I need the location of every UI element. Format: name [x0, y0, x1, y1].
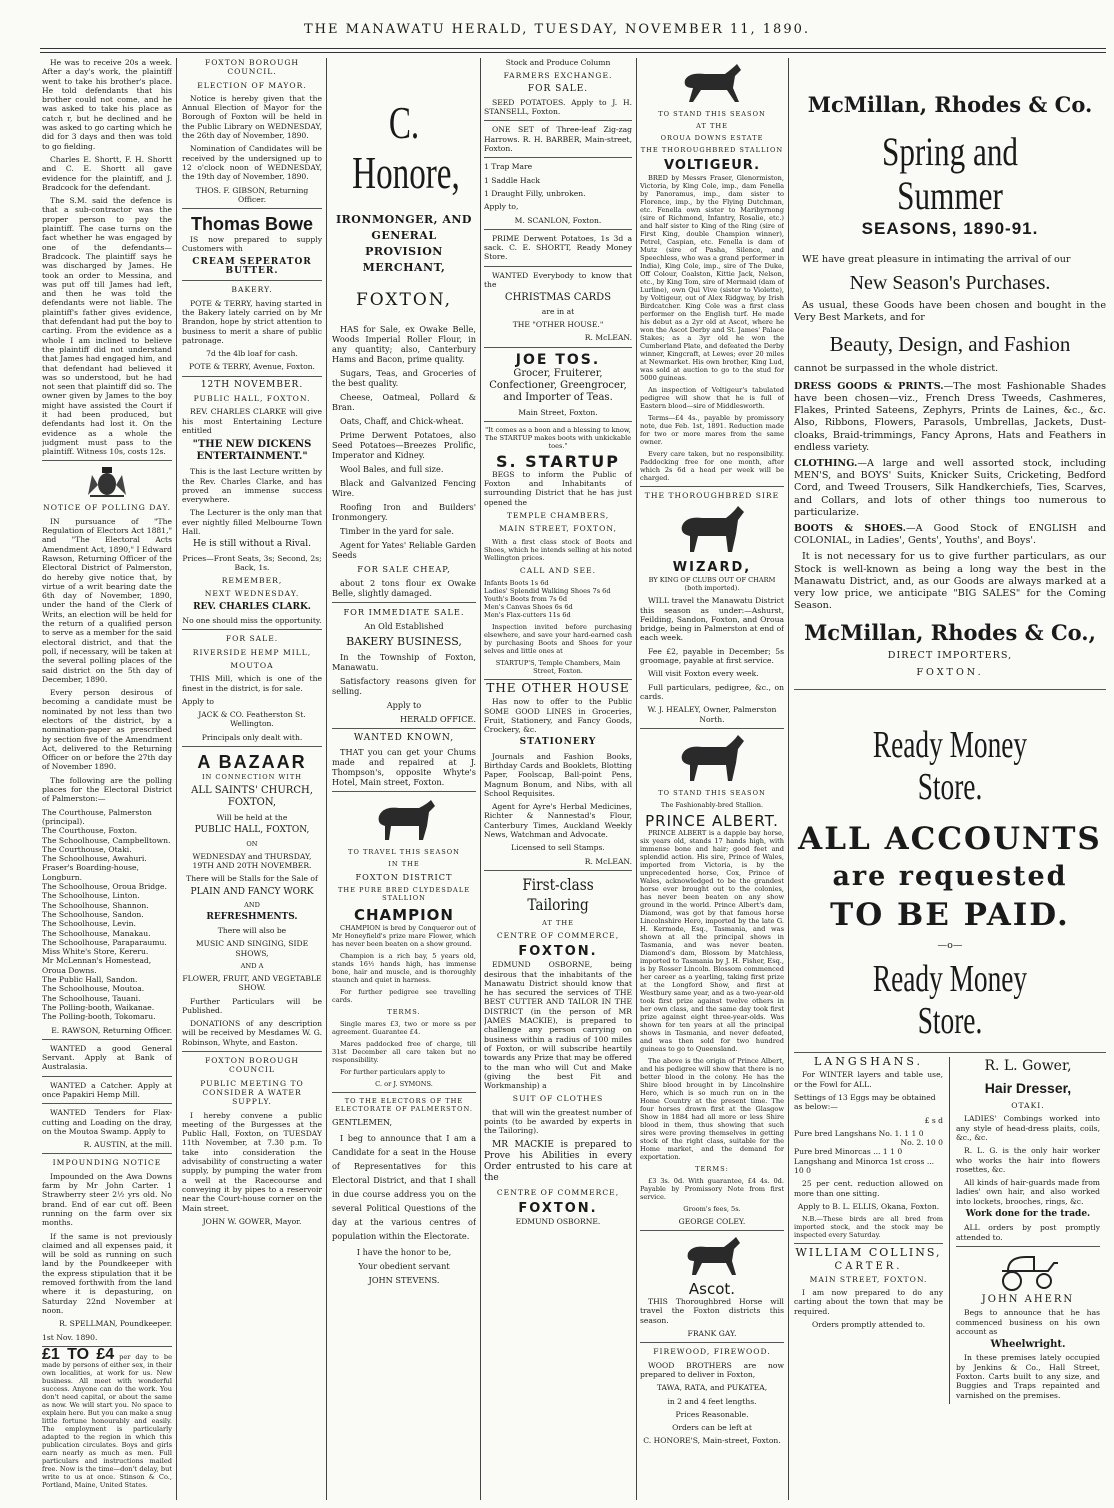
list-item: The Schoolhouse, Awahuri. [42, 854, 147, 864]
startup-temple: TEMPLE CHAMBERS, [506, 511, 610, 521]
tailoring-at: AT THE [542, 918, 574, 927]
firewood-types: TAWA, RATA, and PUKATEA, [656, 1383, 768, 1393]
draught-horse-icon [672, 733, 752, 785]
lecture-body-2: This is the last Lecture written by the Rev. Charles Clarke, and has proved an immense success everywhere. [182, 467, 322, 505]
list-item: Infants Boots 1s 6d [484, 578, 549, 587]
gower-place: OTAKI. [1011, 1101, 1045, 1111]
champion-terms-title: TERMS. [387, 1008, 421, 1016]
tailoring-centre-2: CENTRE OF COMMERCE, [496, 1187, 620, 1197]
intro-text: WE have great pleasure in intimating the arrival of our [802, 254, 1071, 265]
impounding-body: Impounded on the Awa Downs farm by Mr John Carter. 1 Strawberry steer 2½ yrs old. No brand. End of ear cut off. Been running on the farm over six months. [42, 1171, 172, 1228]
wanted-catcher-ad: WANTED a Catcher. Apply at once Papakiri Hemp Mill. [42, 1080, 172, 1099]
boots-shoes-title: BOOTS & SHOES. [794, 523, 906, 535]
other-house-body: Has now to offer to the Public SOME GOOD LINES in Groceries, Fruit, Stationery, and Fancy Goods, Crockery, &c. [484, 697, 632, 735]
hemp-mill-title: RIVERSIDE HEMP MILL, [192, 647, 312, 657]
startup-body-3: Inspection invited before purchasing elsewhere, and save your hard-earned cash by purchasing Boots and Shoes for your selves and little ones at [484, 622, 632, 655]
bakery-price: 7d the 4lb loaf for cash. [206, 349, 298, 359]
column-divider [176, 58, 177, 1500]
startup-call: CALL AND SEE. [519, 565, 597, 575]
gower-orders: ALL orders by post promptly attended to. [956, 1223, 1100, 1242]
mcmillan-title-2: McMillan, Rhodes & Co., [804, 620, 1096, 646]
list-item: Men's Flax-cutters 11s 6d [484, 610, 571, 619]
money-ad-text: per day to be made by persons of either sex, in their own localities, at work for us. New business. All meet with wonderful success. Anyone can do the work. You don't need capital, or about the same as now. We will start you. No space to explain here. But you can make a snug little fortune honourably and easily. The employment is particularly adapted to the region in which this publication circulates. Boys and girls earn nearly as much as men. Full particulars and instructions mailed free. Now is the time—don't delay, but write to us at once. Stinson & Co., Portland, Maine, United States. [42, 1352, 172, 1489]
bowe-body: IS now prepared to supply Customers with [182, 235, 322, 254]
honore-item: Wool Bales, and full size. [340, 464, 444, 474]
electors-body: I beg to announce that I am a Candidate for a seat in the House of Representatives for this Electoral District, and that I shall in due course address you on the several Political Questions of the day at the various centres of population within the Electorate. [332, 1133, 476, 1241]
startup-price-list [484, 579, 632, 619]
hemp-mill-body: THIS Mill, which is one of the finest in the district, is for sale. [182, 674, 322, 693]
list-item: The Schoolhouse, Sandon. [42, 909, 144, 919]
column-2 [182, 58, 322, 1500]
champion-body-2: Champion is a rich bay, 5 years old, stands 16½ hands high, has immense bone, hair and muscle, and is thoroughly staunch and quiet in harness. [332, 952, 476, 984]
draught-filly-ad: 1 Draught Filly, unbroken. [484, 188, 586, 198]
immediate-body: In the Township of Foxton, Manawatu. [332, 652, 476, 672]
bazaar-stalls: There will be Stalls for the Sale of [186, 874, 318, 884]
stock-text: It is not necessary for us to give further particulars, as our Stock is well-known as being a long way the best in the Manawatu District, and, as our Goods are always marked at a very low price, we anticipate "BIG SALES" for the Coming Season. [794, 551, 1106, 612]
clothing-body: —A large and well assorted stock, including MEN'S, and BOYS' Suits, Knicker Suits, Cricketing, Bedford Cord, and Tweed Trousers, Silk Handkerchiefs, Ties, Scarves, and Collars, and lots of other things too numerous to particularize. [794, 458, 1106, 518]
stock-column-header: Stock and Produce Column [505, 58, 611, 67]
mcmillan-title: McMillan, Rhodes & Co. [807, 92, 1093, 117]
langshans-price-header: £ s d [924, 1115, 943, 1125]
gower-body: LADIES' Combings worked into any style of head-dress plaits, coils, &c., &c. [956, 1114, 1100, 1142]
bazaar-donations: DONATIONS of any description will be received by Mesdames W. G. Robinson, Whyte, and Easton. [182, 1019, 322, 1047]
list-item: Youth's Boots from 7s 6d [484, 594, 568, 603]
immediate-business: BAKERY BUSINESS, [346, 635, 462, 648]
column-3 [332, 58, 476, 1500]
bazaar-and: AND [244, 900, 260, 909]
electors-close: I have the honor to be, [356, 1247, 452, 1257]
cheap-title: FOR SALE CHEAP, [357, 564, 451, 574]
firewood-title: FIREWOOD, FIREWOOD. [653, 1347, 771, 1357]
wizard-signature: W. J. HEALEY, Owner, Palmerston North. [647, 705, 777, 724]
champion-signature: C. or J. SYMONS. [375, 1080, 433, 1088]
startup-body: BEGS to inform the Public of Foxton and Inhabitants of surrounding District that he has just opened the [484, 469, 632, 507]
list-item: Langshang and Minorca 1st cross ... 10 0 [794, 1156, 935, 1176]
list-item: The Courthouse, Otaki. [42, 844, 132, 854]
bazaar-flower: FLOWER, FRUIT, AND VEGETABLE SHOW. [182, 974, 322, 993]
electors-servant: Your obedient servant [358, 1261, 450, 1271]
albert-terms-title: TERMS: [695, 1164, 729, 1173]
list-item: The Schoolhouse, Shannon. [42, 900, 149, 910]
lecture-rev-name: REV. CHARLES CLARK. [193, 601, 311, 612]
wizard-fee: Fee £2, payable in December; 5s groomage, payable at first service. [640, 646, 784, 666]
council-body: Notice is hereby given that the Annual Election of Mayor for the Borough of Foxton will be held in the Public Library on WEDNESDAY, the 26th day of November, 1890. [182, 93, 322, 141]
ascot-signature: FRANK GAY. [687, 1329, 737, 1339]
masthead-rule [40, 48, 1106, 49]
polling-notice-title: NOTICE OF POLLING DAY. [43, 503, 171, 513]
wizard-visit: Will visit Foxton every week. [648, 669, 759, 679]
usual-text: As usual, these Goods have been chosen and bought in the Very Best Markets, and for [794, 300, 1106, 324]
spring-summer-title: Spring and Summer [881, 129, 1019, 218]
column-divider [326, 58, 327, 1500]
firewood-signature: C. HONORE'S, Main-street, Foxton. [643, 1436, 781, 1446]
langshans-body: For WINTER layers and table use, or the Fowl for ALL. [794, 1070, 943, 1089]
list-item: The Schoolhouse, Moutoa. [42, 984, 145, 994]
list-item: The Schoolhouse, Linton. [42, 891, 140, 901]
immediate-title: FOR IMMEDIATE SALE. [343, 607, 465, 617]
all-accounts-title: ALL ACCOUNTS [798, 820, 1102, 857]
buggy-carriage-icon [988, 1251, 1068, 1291]
stationery-agent: Agent for Ayre's Herbal Medicines, Richter & Nannestad's Flour, Canterbury Times, Auckland Weekly News, Watchman and Advocate. [484, 802, 632, 840]
ascot-title: Ascot. [688, 1280, 736, 1299]
wizard-subtitle: THE THOROUGHBRED SIRE [644, 491, 780, 500]
list-item: The Polling-booth, Tokomaru. [42, 1012, 156, 1022]
ready-money-store-title-2: Ready Money Store. [872, 958, 1028, 1043]
royal-coat-of-arms-icon [84, 465, 130, 499]
gower-title: R. L. Gower, [984, 1058, 1072, 1075]
hemp-mill-signature: JACK & CO. Featherston St. Wellington. [198, 710, 306, 729]
electors-title: TO THE ELECTORS OF THE ELECTORATE OF PALMERSTON. [335, 1097, 473, 1113]
startup-body-2: With a first class stock of Boots and Shoes, which he intends selling at his noted Wellington prices. [484, 537, 632, 562]
horse-ad-signature: M. SCANLON, Foxton. [514, 215, 602, 225]
collins-trade: CARTER. [834, 1260, 903, 1272]
meeting-subtitle: PUBLIC MEETING TO CONSIDER A WATER SUPPLY. [200, 1078, 304, 1107]
immediate-signature: HERALD OFFICE. [400, 714, 476, 724]
column-divider [636, 58, 637, 1500]
stallion-icon [672, 504, 752, 556]
seasons-title: SEASONS, 1890-91. [861, 219, 1039, 238]
gower-body-3: All kinds of hair-guards made from ladies' own hair, and also worked into lockets, brooches, rings, &c. [956, 1178, 1100, 1206]
bazaar-connection: IN CONNECTION WITH [201, 773, 303, 782]
bazaar-held: Will be held at the [216, 813, 288, 823]
hemp-mill-place: MOUTOA [230, 660, 274, 670]
column-divider [480, 58, 481, 1500]
council-body-2: Nomination of Candidates will be received by the undersigned up to 12 o'clock noon of WEDNESDAY, the 19th day of November, 1890. [182, 144, 322, 182]
harrows-ad: ONE SET of Three-leaf Zig-zag Harrows. R. H. BARBER, Main-street, Foxton. [484, 125, 632, 154]
council-signature: THOS. F. GIBSON, Returning Officer. [195, 185, 309, 204]
albert-groom: Groom's fees, 5s. [683, 1204, 741, 1213]
lecture-body-3: The Lecturer is the only man that ever nightly filled Melbourne Town Hall. [182, 508, 322, 536]
tailoring-body: EDMUND OSBORNE, being desirous that the inhabitants of the Manawatu District should know that he has secured the services of THE BEST CUTTER AND TAILOR IN THE DISTRICT (in the person of MR JAMES MACKIE), is prepared to challenge any person carrying on business within a radius of 100 miles of Foxton, or will subscribe heartily towards any Prize that may be offered to the man who will Cut and Make (giving the best Fit and Workmanship) a [484, 960, 632, 1091]
saddle-hack-ad: 1 Saddle Hack [484, 175, 541, 185]
dress-goods-body: —The most Fashionable Shades have been chosen—viz., French Dress Tweeds, Cashmeres, Flakes, Printed Sateens, Zephyrs, Prints de Laines, &c., &c. Also, Ribbons, Flowers, Parasols, Umbrellas, Jackets, Dust-cloaks, Braid-trimmings, Fancy Aprons, Hats and Feathers in endless variety. [794, 380, 1106, 453]
wanted-known-body: THAT you can get your Chums made and repaired at J. Thompson's, opposite Whyte's Hotel, Main street, Foxton. [332, 747, 476, 787]
tailoring-centre: CENTRE OF COMMERCE, [496, 930, 620, 940]
direct-importers: DIRECT IMPORTERS, [887, 650, 1013, 662]
collins-body: I am now prepared to do any carting about the town that may be required. [794, 1288, 943, 1316]
albert-breed: The Fashionably-bred Stallion. [660, 800, 764, 809]
column-6: McMillan, Rhodes & Co. Spring and Summer SEASONS, 1890-91. WE have great pleasure in intimating the arrival of our New Season's Purchases. As usual, these Goods have been chosen and bought in the Very Best Markets, and for Beauty, Design, and Fashion cannot be surpassed in the whole district. DRESS GOODS & PRINTS.—The most Fashionable Shades have been chosen—viz., French Dress Tweeds, Cashmeres, Flakes, Printed Sateens, Zephyrs, Prints de Laines, &c., &c. Also, Ribbons, Flowers, Parasols, Umbrellas, Jackets, Dust-cloaks, Braid-trimmings, Fancy Aprons, Hats and Feathers in endless variety. CLOTHING.—A large and well assorted stock, including MEN'S, and BOYS' Suits, Knicker Suits, Cricketing, Bedford Cord, and Tweed Trousers, Silk Handkerchiefs, Ties, Scarves, and Collars, and lots of other things too numerous to particularize. BOOTS & SHOES.—A Good Stock of ENGLISH and COLONIAL, in Ladies', Gents', Youths', and Boys'. It is not necessary for us to give further particulars, as our Stock is well-known as being a long way the best in the Manawatu District, and, as our Goods are always marked at a very low price, we anticipate "BIG SALES" for the Coming Season. McMillan, Rhodes & Co., DIRECT IMPORTERS, FOXTON. Ready Money Store. ALL ACCOUNTS are requested TO BE PAID. —o— Ready Money Store. LANGSHANS. For WINTER layers and table use, or the Fowl for ALL. Settings of 13 Eggs may be obtained as below:— £ s d Pure bred Langshans No. 1. 1 1 0 No. 2. 10 0 Pure bred Minorcas ... 1 1 0 Langshang and Minorca 1st cross ... 10 0 25 per cent. reduction allowed on more than one sitting. Apply to B. L. ELLIS, Okana, Foxton. N.B.—These birds are all bred from imported stock, and the stock may be inspected every Saturday. WILLIAM COLLINS, CARTER. MAIN STREET, FOXTON. I am now prepared to do any carting about the town that may be required. Orders promptly attended to. R. L. Gower, Hair Dresser, OTAKI. LADIES' Combings worked into any style of head-dress plaits, coils, &c., &c. R. L. G. is the only hair worker who works the hair into flowers rosettes, &c. All kinds of hair-guards made from ladies' own hair, and also worked into lockets, brooches, rings, &c. Work done for the trade. ALL orders by post promptly attended to. JOHN AHERN Begs to announce that he has commenced business on his own account as Wheelwright. In these premises lately occupied by Jenkins & Co., Hall Street, Foxton. Carts built to any size, and Buggies and Traps repainted and varnished on the premises. [794, 58, 1106, 1500]
horse-ad-apply: Apply to, [484, 202, 519, 212]
champion-title: CHAMPION [354, 906, 454, 924]
voltigeur-terms: Terms—£4 4s., payable by promissory note, due Feb. 1st, 1891. Reduction made for two or more mares from the same owner. [640, 414, 784, 446]
hemp-mill-note: Principals only dealt with. [201, 732, 303, 742]
list-item: No. 2. 10 0 [900, 1138, 943, 1148]
electors-signature: JOHN STEVENS. [368, 1275, 440, 1285]
voltigeur-place: OROUA DOWNS ESTATE [660, 134, 764, 142]
firewood-body: WOOD BROTHERS are now prepared to deliver in Foxton, [640, 1360, 784, 1379]
gower-body-2: R. L. G. is the only hair worker who works the hair into flowers rosettes, &c. [956, 1146, 1100, 1174]
bazaar-further: Further Particulars will be Published. [182, 996, 322, 1015]
to-be-paid-title: TO BE PAID. [830, 896, 1070, 933]
collins-street: MAIN STREET, FOXTON. [809, 1274, 928, 1284]
list-item: Pure bred Langshans No. 1. 1 1 0 [794, 1128, 924, 1138]
column-1 [42, 58, 172, 1500]
xmas-cards-signature: R. McLEAN. [584, 333, 632, 343]
immediate-body-2: Satisfactory reasons given for selling. [332, 676, 476, 696]
racehorse-icon [680, 1235, 744, 1277]
list-item: The Schoolhouse, Oroua Bridge. [42, 882, 167, 892]
wizard-body: WILL travel the Manawatu District this season as under:—Ashurst, Feilding, Sandon, Foxton, and Oroua bridge, being in Palmerston at end of each week. [640, 596, 784, 643]
list-item: Ladies' Splendid Walking Shoes 7s 6d [484, 586, 611, 595]
champion-terms-body-3: For further particulars apply to [340, 1068, 445, 1076]
gower-ad [950, 1057, 1100, 1404]
list-item: The Courthouse, Palmerston (principal). [42, 807, 152, 826]
bazaar-days: WEDNESDAY and THURSDAY, 19TH AND 20TH NOVEMBER. [192, 851, 312, 870]
wizard-pedigree: Full particulars, pedigree, &c., on cards. [640, 682, 784, 701]
travel-in: IN THE [388, 860, 420, 868]
honore-title: C. Honore, [352, 97, 460, 198]
dress-goods-title: DRESS GOODS & PRINTS. [794, 380, 944, 392]
bazaar-title: A BAZAAR [197, 752, 307, 773]
travel-title: TO TRAVEL THIS SEASON [348, 848, 460, 856]
column-4 [484, 58, 632, 1500]
polling-notice-body-3: The following are the polling places for the Electoral District of Palmerston:— [42, 775, 172, 804]
voltigeur-stand-title: TO STAND THIS SEASON [658, 110, 766, 118]
joe-tos-place: Main Street, Foxton. [518, 407, 598, 417]
gower-work: Work done for the trade. [965, 1209, 1091, 1220]
joe-tos-body: Grocer, Fruiterer, Confectioner, Greengrocer, and Importer of Teas. [489, 367, 627, 403]
list-item: Pure bred Minorcas ... 1 1 0 [794, 1147, 903, 1157]
ascot-body: THIS Thoroughbred Horse will travel the Foxton districts this season. [640, 1297, 784, 1325]
surpassed-text: cannot be surpassed in the whole district. [794, 362, 999, 374]
honore-item: Cheese, Oatmeal, Pollard & Bran. [332, 392, 476, 412]
champion-body-3: For further pedigree see travelling cards. [332, 988, 476, 1004]
langshans-reduction: 25 per cent. reduction allowed on more than one sitting. [794, 1179, 943, 1198]
honore-item: HAS for Sale, ex Owake Belle, Woods Imperial Roller Flour, in any quantity; also, Canterbury Hams and Bacon, prime quality. [332, 324, 476, 364]
masthead: THE MANAWATU HERALD, TUESDAY, NOVEMBER 11, 1890. [303, 22, 811, 37]
impounding-title: IMPOUNDING NOTICE [52, 1158, 162, 1168]
cheap-body: about 2 tons flour ex Owake Belle, slightly damaged. [332, 578, 476, 598]
hemp-forsale-title: FOR SALE. [225, 634, 279, 644]
firewood-prices: Prices Reasonable. [675, 1409, 749, 1419]
lecture-title: "THE NEW DICKENS ENTERTAINMENT." [192, 439, 312, 463]
ahern-trade: Wheelwright. [990, 1339, 1066, 1351]
bazaar-music: MUSIC AND SINGING, SIDE SHOWS, [195, 939, 309, 958]
meeting-signature: JOHN W. GOWER, Mayor. [202, 1216, 302, 1226]
meeting-title: FOXTON BOROUGH COUNCIL [204, 1056, 300, 1075]
wizard-title: WIZARD, [672, 560, 752, 576]
impounding-body-2: If the same is not previously claimed and all expenses paid, it will be sold as running on such land by the Poundkeeper with the express stipulation that it be removed forthwith from the land where it is depasturing, on Saturday 22nd November at noon. [42, 1231, 172, 1315]
column-5 [640, 58, 784, 1500]
voltigeur-care: Every care taken, but no responsibility. Paddocking free for one month, after which 2s 6d a head per week will be charged. [640, 450, 784, 482]
list-item: Fraser's Boarding-house, Longburn. [42, 863, 139, 882]
startup-signature: STARTUP'S, Temple Chambers, Main Street, Foxton. [495, 658, 621, 675]
honore-item: Agent for Yates' Reliable Garden Seeds [332, 540, 476, 560]
bazaar-refreshments: REFRESHMENTS. [206, 911, 298, 922]
collins-orders: Orders promptly attended to. [811, 1320, 925, 1330]
immediate-apply: Apply to [386, 700, 422, 710]
polling-notice-body-2: Every person desirous of becoming a candidate must be nominated by not less than two electors of the district, by a nomination-paper as prescribed by section five of the Amendment Act, delivered to the Returning Officer on or before the 27th day of November 1890. [42, 688, 172, 772]
list-item: The Schoolhouse, Campbelltown. [42, 835, 171, 845]
lecture-rival: He is still without a Rival. [193, 539, 311, 550]
langshans-nb: N.B.—These birds are all bred from imported stock, and the stock may be inspected every Saturday. [794, 1215, 943, 1240]
tailoring-suit: SUIT OF CLOTHES [512, 1094, 604, 1104]
seed-potatoes-ad: SEED POTATOES. Apply to J. H. STANSELL, Foxton. [484, 97, 632, 117]
startup-street: MAIN STREET, FOXTON, [499, 524, 617, 534]
startup-title: S. STARTUP [496, 451, 620, 471]
tailoring-body-2: that will win the greatest number of points (to be awarded by experts in the Tailoring). [484, 1107, 632, 1136]
electors-salutation: GENTLEMEN, [332, 1117, 393, 1127]
money-ad [42, 1345, 172, 1489]
honore-item: Timber in the yard for sale. [340, 526, 454, 536]
list-item: The Polling-booth, Waikanae. [42, 1002, 155, 1012]
other-house-title: THE OTHER HOUSE [486, 680, 630, 695]
firewood-lengths: in 2 and 4 feet lengths. [667, 1396, 757, 1406]
honore-item: Sugars, Teas, and Groceries of the best quality. [332, 368, 476, 388]
list-item: Miss White's Store, Kereru. [42, 947, 149, 957]
honore-item: Prime Derwent Potatoes, also Seed Potatoes—Breezes Prolific, Imperator and Kidney. [332, 430, 476, 460]
bazaar-on: ON [246, 839, 258, 848]
bazaar-hall: PUBLIC HALL, FOXTON, [194, 825, 310, 836]
honore-item: Roofing Iron and Builders' Ironmongery. [332, 502, 476, 522]
xmas-cards-intro: WANTED Everybody to know that the [484, 270, 632, 290]
langshans-ad [794, 1057, 950, 1404]
honore-place: FOXTON, [355, 290, 452, 310]
xmas-cards-title: CHRISTMAS CARDS [504, 292, 612, 304]
bowe-product: CREAM SEPERATOR BUTTER. [192, 256, 312, 277]
money-ad-price: £1 TO £4 [42, 1345, 115, 1363]
albert-stand-title: TO STAND THIS SEASON [658, 788, 766, 797]
albert-title: PRINCE ALBERT. [645, 811, 779, 830]
albert-terms-body: £3 3s. 0d. With guarantee, £4 4s. 0d. Payable by Promissory Note from first service. [640, 1176, 784, 1201]
stationery-license: Licensed to sell Stamps. [511, 843, 605, 853]
impounding-date: 1st Nov. 1890. [42, 1332, 98, 1342]
list-item: Mr McLennan's Homestead, Oroua Downs. [42, 956, 152, 975]
lecture-date: 12TH NOVEMBER. [200, 379, 304, 390]
ahern-title: JOHN AHERN [981, 1293, 1075, 1305]
derwent-potatoes-ad: PRIME Derwent Potatoes, 1s 3d a sack. C. E. SHORTT, Ready Money Store. [484, 233, 632, 262]
lecture-next-wed: NEXT WEDNESDAY. [204, 589, 300, 599]
farmers-exchange-title: FARMERS EXCHANGE. [503, 71, 613, 81]
clothing-title: CLOTHING. [794, 458, 858, 470]
trap-mare-ad: 1 Trap Mare [484, 162, 533, 172]
champion-terms-body: Single mares £3, two or more ss per agreement. Guarantee £4. [332, 1020, 476, 1036]
list-item: The Schoolhouse, Manakau. [42, 928, 151, 938]
tailoring-foxton: FOXTON. [518, 944, 598, 960]
xmas-cards-at: are in at [541, 306, 575, 316]
champion-terms-body-2: Mares paddocked free of charge, till 31st December all care taken but no responsibility. [332, 1040, 476, 1064]
bakery-title: BAKERY. [231, 285, 273, 295]
court-report-opening: He was to receive 20s a week. After a day's work, the plaintiff went to take his brother's place. He told defendants that his brother could not come, and he was asked to take his place as catch r, but he declined and he was asked to go carting which he did for 3 days and then was told to go fielding. [42, 58, 172, 151]
voltigeur-body-2: An inspection of Voltigeur's tabulated pedigree will show that he is full of Eastern blood—sire of Middlesworth. [640, 386, 784, 410]
wanted-tenders-signature: R. AUSTIN, at the mill. [83, 1140, 172, 1150]
voltigeur-title: VOLTIGEUR. [663, 158, 761, 173]
ahern-body-2: In these premises lately occupied by Jenkins & Co., Hall Street, Foxton. Carts built to any size, and Buggies and Traps repainted and varnished on the premises. [956, 1353, 1100, 1400]
albert-signature: GEORGE COLEY. [678, 1216, 746, 1226]
wanted-servant-ad: WANTED a good General Servant. Apply at Bank of Australasia. [42, 1043, 172, 1072]
beauty-design-fashion: Beauty, Design, and Fashion [829, 331, 1071, 356]
ahern-body: Begs to announce that he has commenced business on his own account as [956, 1308, 1100, 1336]
startup-quote: "It comes as a boon and a blessing to know, The STARTUP makes boots with unkickable toes." [484, 425, 632, 450]
gower-trade: Hair Dresser, [984, 1080, 1072, 1097]
wanted-tenders-ad: WANTED Tenders for Flax-cutting and Loading on the dray, on the Moutoa Swamp. Apply to [42, 1108, 172, 1136]
travel-breed: THE PURE BRED CLYDESDALE STALLION [337, 886, 471, 902]
lecture-remember: REMEMBER, [221, 576, 283, 586]
bowe-title: Thomas Bowe [190, 214, 314, 235]
xmas-cards-house: THE "OTHER HOUSE." [512, 319, 604, 329]
travel-district: FOXTON DISTRICT [355, 872, 453, 882]
impounding-signature: R. SPELLMAN, Poundkeeper. [59, 1319, 172, 1329]
honore-subtitle: IRONMONGER, AND GENERAL PROVISION MERCHANT, [336, 213, 472, 274]
albert-body-2: The above is the origin of Prince Albert, and his pedigree will show that there is no better blood in the colony. He has the Shire blood brought in by Lincolnshire Hero, which is so much run on in the Home Country at the present time. The four horses drawn first at the Glasgow Show in 1884 had all more or less Shire blood in them, thus showing that such sires were proving themselves in getting stock of the right class, suitable for the Home market, and the demand for exportation. [640, 1056, 784, 1161]
lecture-body: REV. CHARLES CLARKE will give his most Entertaining Lecture entitled [182, 407, 322, 435]
polling-places-list [42, 808, 172, 1022]
voltigeur-breed: THE THOROUGHBRED STALLION [640, 146, 784, 154]
tailoring-foxton-2: FOXTON. [518, 1200, 598, 1216]
lecture-place: PUBLIC HALL, FOXTON. [193, 394, 311, 404]
langshans-title: LANGSHANS. [814, 1055, 923, 1069]
immediate-subtitle: An Old Established [364, 621, 444, 631]
albert-body: PRINCE ALBERT is a dapple bay horse, six years old, stands 17 hands high, with immense bone and hair; good feet and splendid action. His sire, Prince of Wales, imported from Victoria, is by the unprecedented horse, Cox, Prince of Wales, acknowledged to be the grandest horse ever brought out to the colonies, has never been beaten on any show ground in the world. Prince Albert's dam, Diamond, was got by that famous horse Lincolnshire Hero, imported by the late G. H. Kermode, Esq., Tasmania, and was shown at all the principal shows in Tasmania, and was never beaten. Diamond's dam, Blossom by Matchless, imported to Tasmania by J. H. Fisher, Esq., is by Rosser Lincoln. Blossom commenced her career as a yearling, taking first prize at the Longford Show, and first at Westbury same year, and as a two-year-old took first prize against twelve others in her own class, and the same day took first prize against eight three-year-olds. Was shown for ten years at all the principal shows in Tasmania, and never defeated, and was then sold for two hundred guineas to go to Queensland. [640, 828, 784, 1053]
meeting-body: I hereby convene a public meeting of the Burgesses at the Public Hall, Foxton, on TUESDAY 11th November, at 7.30 p.m. To take into consideration the advisability of constructing a water supply, by pumping the water from a well at the Racecourse and conveying it by pipes to a reservoir near the Court-house corner on the Main street. [182, 1110, 322, 1213]
court-report-witnesses: Charles E. Shortt, F. H. Shortt and C. E. Shortt all gave evidence for the plaintiff, and J. Bradcock for the defendant. [42, 154, 172, 192]
voltigeur-body: BRED by Messrs Fraser, Glenormiston, Victoria, by King Cole, imp., dam Fenella by Panoramus, imp., dam sister to Florence, imp., by the Flying Dutchman, etc. Fenella own sister to Maribyrnong (sire of Richmond, Infantry, Rosalie, etc.) and half sister to King of the Ring (sire of First King, double Champion winner), Petrel, Caspian, etc. Fenella is dam of Mutz (sire of Pasha, Silence, and Speechless, who was a grand performer in India), King Cole, imp., sire of The Duke, Off Colour, Coalston, Kittie Jack, Nelson, etc., by King Tom, sire of Mermaid (dam of Lurline), own Qui Vive (sister to Violette), by Voltigeur, out of Alex Ridgway, by Irish Birdcatcher. King Cole was a first class performer on the English turf. He made his debut as a 2yr old at Ascot, where he won the Ascot Derby and St. James' Palace Stakes; as a 3yr old he won the Cumberland Plate, and defeated the Derby winner, Kingcraft, at Lewes; ever 20 miles at Newmarket. His own brother, King Lud, was sold at auction to go to the stud for 5000 guineas. [640, 174, 784, 382]
stationery-signature: R. McLEAN. [584, 856, 632, 866]
joe-tos-title: JOE TOS. [515, 351, 601, 368]
draught-horse-icon [369, 796, 439, 844]
mcmillan-foxton: FOXTON. [916, 666, 984, 678]
stock-forsale-title: FOR SALE. [527, 83, 589, 94]
langshans-settings: Settings of 13 Eggs may be obtained as below:— [794, 1092, 936, 1112]
court-report-judgment: The S.M. said the defence is that a sub-contractor was the proper person to pay the plaintiff. The case turns on the fact whether he was engaged by one of the defendants—Bradcock. The plaintiff says he was discharged by James. He took an order to Messina, and was put off till James had left, and then he was told the defendants were not liable. The plaintiff's father gives evidence, that defendant had put the boy to carting. From the evidence as a whole I am inclined to believe the plaintiff did not understand that James had engaged him, and that defendant had believed it was so understood, but he had not seen that plaintiff did so. The owner given by James to the boy might have assisted the Court if it had been produced, but defendants had lost it. On the evidence as a whole the judgment must pass to the plaintiff. Witness 10s, costs 12s. [42, 196, 172, 457]
lecture-prices: Prices—Front Seats, 3s; Second, 2s; Back, 1s. [182, 553, 322, 572]
stationery-body: Journals and Fashion Books, Birthday Cards and Booklets, Blotting Paper, Foolscap, Ball-point Pens, Magnum Bonum, and Nibs, with all School Requisites. [484, 751, 632, 798]
bakery-signature: POTE & TERRY, Avenue, Foxton. [189, 362, 315, 372]
hemp-mill-apply: Apply to [182, 696, 214, 706]
wizard-by: BY KING OF CLUBS OUT OF CHARM (both imported). [648, 576, 776, 593]
firewood-orders: Orders can be left at [672, 1423, 752, 1433]
list-item: The Public Hall, Sandon. [42, 975, 138, 985]
list-item: The Schoolhouse, Paraparaumu. [42, 937, 167, 947]
wanted-known-title: WANTED KNOWN, [353, 733, 455, 743]
honore-item: Black and Galvanized Fencing Wire. [332, 478, 476, 498]
racehorse-icon [677, 62, 747, 106]
list-item: The Schoolhouse, Levin. [42, 919, 136, 929]
polling-notice-signature: E. RAWSON, Returning Officer. [51, 1025, 172, 1035]
collins-title: WILLIAM COLLINS, [795, 1246, 942, 1260]
bakery-body: POTE & TERRY, having started in the Bakery lately carried on by Mr Brandon, hope by strict attention to business to merit a share of public patronage. [182, 298, 322, 345]
stationery-title: STATIONERY [519, 737, 597, 748]
council-title: FOXTON BOROUGH COUNCIL. [204, 58, 300, 77]
bazaar-also: There will also be [217, 926, 287, 936]
list-item: The Courthouse, Foxton. [42, 826, 138, 836]
boots-shoes-body: —A Good Stock of ENGLISH and COLONIAL, in Ladies', Gents', Youths', and Boys'. [794, 523, 1106, 547]
langshans-apply: Apply to B. L. ELLIS, Okana, Foxton. [797, 1201, 940, 1211]
tailoring-signature: EDMUND OSBORNE. [515, 1216, 601, 1226]
tailoring-mackie: MR MACKIE is prepared to Prove his Abilities in every Order entrusted to his care at the [484, 1139, 632, 1183]
masthead-rule-2 [40, 52, 1106, 53]
honore-item: Oats, Chaff, and Chick-wheat. [340, 416, 464, 426]
council-subtitle: ELECTION OF MAYOR. [197, 80, 307, 90]
voltigeur-at: AT THE [696, 122, 728, 130]
bazaar-plain: PLAIN AND FANCY WORK [190, 886, 314, 897]
are-requested-title: are requested [832, 860, 1068, 892]
bazaar-and-2: AND A [240, 962, 264, 970]
new-season-purchases: New Season's Purchases. [849, 272, 1051, 295]
polling-notice-body: IN pursuance of "The Regulation of Electors Act 1881," and "The Electoral Acts Amendment Act, 1890," I Edward Rawson, Returning Officer of the Electoral District of Palmerston, do hereby give notice that, by virtue of a writ bearing date the 6th day of November, 1890, under the hand of the Clerk of Writs, an election will be held for the return of a qualified person to serve as a member for the said electoral district, and that the poll, if necessary, will be taken at the several polling places of the said district on the 5th day of December, 1890. [42, 516, 172, 684]
champion-body: CHAMPION is bred by Conqueror out of Mr Honeyfield's prize mare Flower, which has never been beaten on a show ground. [332, 924, 476, 948]
list-item: Men's Canvas Shoes 6s 6d [484, 602, 573, 611]
bazaar-church: ALL SAINTS' CHURCH, FOXTON, [191, 785, 313, 809]
tailoring-title: First-class Tailoring [522, 874, 594, 914]
ready-money-store-title: Ready Money Store. [872, 723, 1028, 808]
lecture-miss: No one should miss the opportunity. [182, 616, 322, 626]
column-divider [788, 58, 789, 1500]
list-item: The Schoolhouse, Tauani. [42, 993, 141, 1003]
